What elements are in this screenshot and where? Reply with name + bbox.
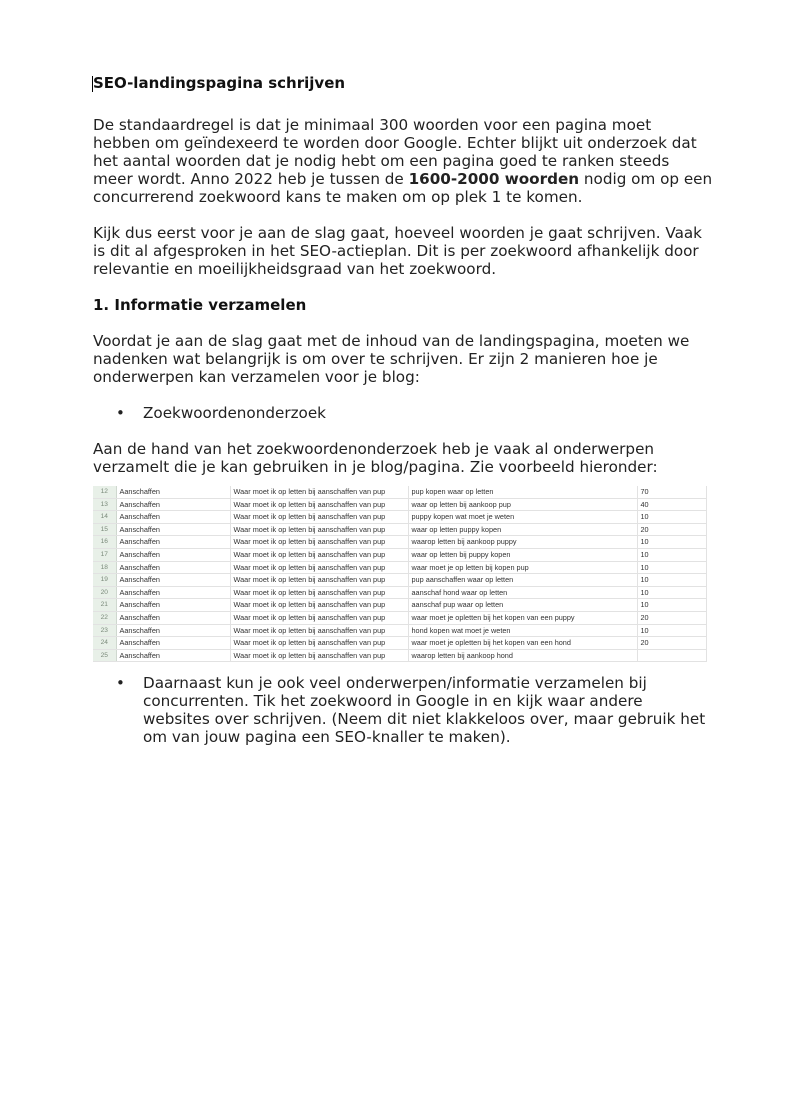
intro-text-end: nodig om op een concurrerend zoekwoord kans te maken om op plek 1 te komen. bbox=[93, 170, 713, 206]
category-cell: Aanschaffen bbox=[116, 649, 230, 662]
topic-cell: Waar moet ik op letten bij aanschaffen van pup bbox=[230, 586, 408, 599]
keyword-cell: waar op letten puppy kopen bbox=[408, 523, 637, 536]
document-title-text: SEO-landingspagina schrijven bbox=[93, 74, 346, 92]
volume-cell: 10 bbox=[637, 536, 706, 549]
keyword-research-paragraph: Aan de hand van het zoekwoordenonderzoek heb je vaak al onderwerpen verzamelt die je kan gebruiken in je blog/pagina. Zie voorbeeld hieronder: bbox=[93, 440, 658, 476]
intro-text-start: De standaardregel is dat je minimaal 300 woorden voor een pagina moet hebben om geïndexeerd te worden door Google. Echter blijkt uit onderzoek dat het aantal woorden dat je nodig hebt om een pagina goed te ranken steeds meer wordt. Anno 2022 heb je tussen de bbox=[93, 116, 697, 188]
volume-cell: 10 bbox=[637, 574, 706, 587]
word-count-paragraph: Kijk dus eerst voor je aan de slag gaat, hoeveel woorden je gaat schrijven. Vaak is dit al afgesproken in het SEO-actieplan. Dit is per zoekwoord afhankelijk door relevantie en moeilijkheidsgraad van het zoekwoord. bbox=[93, 224, 702, 278]
section-heading-informatie-verzamelen: 1. Informatie verzamelen bbox=[93, 296, 307, 314]
keyword-cell: aanschaf hond waar op letten bbox=[408, 586, 637, 599]
row-number-cell: 12 bbox=[93, 486, 116, 498]
volume-cell: 20 bbox=[637, 523, 706, 536]
document-page bbox=[93, 74, 713, 746]
row-number-cell: 21 bbox=[93, 599, 116, 612]
table-row bbox=[93, 536, 706, 549]
bullet-list-competitors bbox=[93, 674, 713, 746]
row-number-cell: 25 bbox=[93, 649, 116, 662]
volume-cell: 10 bbox=[637, 599, 706, 612]
row-number-cell: 24 bbox=[93, 637, 116, 650]
keyword-cell: waar moet je opletten bij het kopen van een hond bbox=[408, 637, 637, 650]
intro-bold-word-count: 1600-2000 woorden bbox=[408, 170, 580, 188]
table-row bbox=[93, 498, 706, 511]
row-number-cell: 17 bbox=[93, 548, 116, 561]
keyword-cell: waar op letten bij puppy kopen bbox=[408, 548, 637, 561]
row-number-cell: 14 bbox=[93, 511, 116, 524]
list-item-concurrenten bbox=[93, 674, 713, 746]
category-cell: Aanschaffen bbox=[116, 511, 230, 524]
topic-cell: Waar moet ik op letten bij aanschaffen van pup bbox=[230, 624, 408, 637]
category-cell: Aanschaffen bbox=[116, 498, 230, 511]
category-cell: Aanschaffen bbox=[116, 536, 230, 549]
topic-cell: Waar moet ik op letten bij aanschaffen van pup bbox=[230, 561, 408, 574]
intro-paragraph bbox=[93, 116, 713, 206]
keyword-cell: hond kopen wat moet je weten bbox=[408, 624, 637, 637]
volume-cell: 10 bbox=[637, 586, 706, 599]
topic-cell: Waar moet ik op letten bij aanschaffen van pup bbox=[230, 574, 408, 587]
category-cell: Aanschaffen bbox=[116, 611, 230, 624]
table-row bbox=[93, 586, 706, 599]
table-row bbox=[93, 511, 706, 524]
category-cell: Aanschaffen bbox=[116, 486, 230, 498]
keyword-cell: pup kopen waar op letten bbox=[408, 486, 637, 498]
volume-cell: 70 bbox=[637, 486, 706, 498]
keyword-cell: waar moet je opletten bij het kopen van een puppy bbox=[408, 611, 637, 624]
category-cell: Aanschaffen bbox=[116, 637, 230, 650]
keyword-cell: pup aanschaffen waar op letten bbox=[408, 574, 637, 587]
row-number-cell: 16 bbox=[93, 536, 116, 549]
text-cursor bbox=[92, 76, 93, 92]
table-row bbox=[93, 649, 706, 662]
topic-cell: Waar moet ik op letten bij aanschaffen van pup bbox=[230, 486, 408, 498]
volume-cell: 10 bbox=[637, 548, 706, 561]
row-number-cell: 13 bbox=[93, 498, 116, 511]
topic-cell: Waar moet ik op letten bij aanschaffen van pup bbox=[230, 523, 408, 536]
bullet-icon: • bbox=[116, 674, 125, 693]
list-item-zoekwoordenonderzoek bbox=[93, 404, 713, 422]
table-row bbox=[93, 486, 706, 498]
volume-cell: 20 bbox=[637, 611, 706, 624]
category-cell: Aanschaffen bbox=[116, 586, 230, 599]
topic-cell: Waar moet ik op letten bij aanschaffen van pup bbox=[230, 511, 408, 524]
row-number-cell: 15 bbox=[93, 523, 116, 536]
topic-cell: Waar moet ik op letten bij aanschaffen van pup bbox=[230, 498, 408, 511]
keyword-spreadsheet-image bbox=[93, 486, 707, 662]
category-cell: Aanschaffen bbox=[116, 574, 230, 587]
volume-cell: 10 bbox=[637, 511, 706, 524]
list-item-text: Daarnaast kun je ook veel onderwerpen/informatie verzamelen bij concurrenten. Tik het zoekwoord in Google in en kijk waar andere websites over schrijven. (Neem dit niet klakkeloos over, maar gebruik het om van jouw pagina een SEO-knaller te maken). bbox=[143, 674, 706, 747]
category-cell: Aanschaffen bbox=[116, 561, 230, 574]
category-cell: Aanschaffen bbox=[116, 523, 230, 536]
topic-cell: Waar moet ik op letten bij aanschaffen van pup bbox=[230, 548, 408, 561]
volume-cell: 40 bbox=[637, 498, 706, 511]
spreadsheet-body bbox=[93, 486, 706, 662]
volume-cell: 10 bbox=[637, 561, 706, 574]
topic-cell: Waar moet ik op letten bij aanschaffen van pup bbox=[230, 637, 408, 650]
category-cell: Aanschaffen bbox=[116, 624, 230, 637]
keyword-cell: waarop letten bij aankoop puppy bbox=[408, 536, 637, 549]
list-item-text: Zoekwoordenonderzoek bbox=[143, 404, 326, 422]
topic-cell: Waar moet ik op letten bij aanschaffen van pup bbox=[230, 599, 408, 612]
table-row bbox=[93, 599, 706, 612]
table-row bbox=[93, 574, 706, 587]
volume-cell bbox=[637, 649, 706, 662]
table-row bbox=[93, 561, 706, 574]
table-row bbox=[93, 624, 706, 637]
bullet-icon: • bbox=[116, 404, 125, 422]
document-title bbox=[93, 74, 713, 92]
keyword-cell: puppy kopen wat moet je weten bbox=[408, 511, 637, 524]
keyword-cell: waarop letten bij aankoop hond bbox=[408, 649, 637, 662]
table-row bbox=[93, 523, 706, 536]
keyword-cell: aanschaf pup waar op letten bbox=[408, 599, 637, 612]
table-row bbox=[93, 611, 706, 624]
bullet-list-methods bbox=[93, 404, 713, 422]
row-number-cell: 19 bbox=[93, 574, 116, 587]
category-cell: Aanschaffen bbox=[116, 548, 230, 561]
category-cell: Aanschaffen bbox=[116, 599, 230, 612]
topic-cell: Waar moet ik op letten bij aanschaffen van pup bbox=[230, 649, 408, 662]
collect-info-paragraph: Voordat je aan de slag gaat met de inhoud van de landingspagina, moeten we nadenken wat belangrijk is om over te schrijven. Er zijn 2 manieren hoe je onderwerpen kan verzamelen voor je blog: bbox=[93, 332, 690, 386]
keyword-cell: waar op letten bij aankoop pup bbox=[408, 498, 637, 511]
topic-cell: Waar moet ik op letten bij aanschaffen van pup bbox=[230, 536, 408, 549]
row-number-cell: 22 bbox=[93, 611, 116, 624]
volume-cell: 10 bbox=[637, 624, 706, 637]
keyword-cell: waar moet je op letten bij kopen pup bbox=[408, 561, 637, 574]
volume-cell: 20 bbox=[637, 637, 706, 650]
table-row bbox=[93, 548, 706, 561]
table-row bbox=[93, 637, 706, 650]
topic-cell: Waar moet ik op letten bij aanschaffen van pup bbox=[230, 611, 408, 624]
row-number-cell: 20 bbox=[93, 586, 116, 599]
row-number-cell: 18 bbox=[93, 561, 116, 574]
row-number-cell: 23 bbox=[93, 624, 116, 637]
